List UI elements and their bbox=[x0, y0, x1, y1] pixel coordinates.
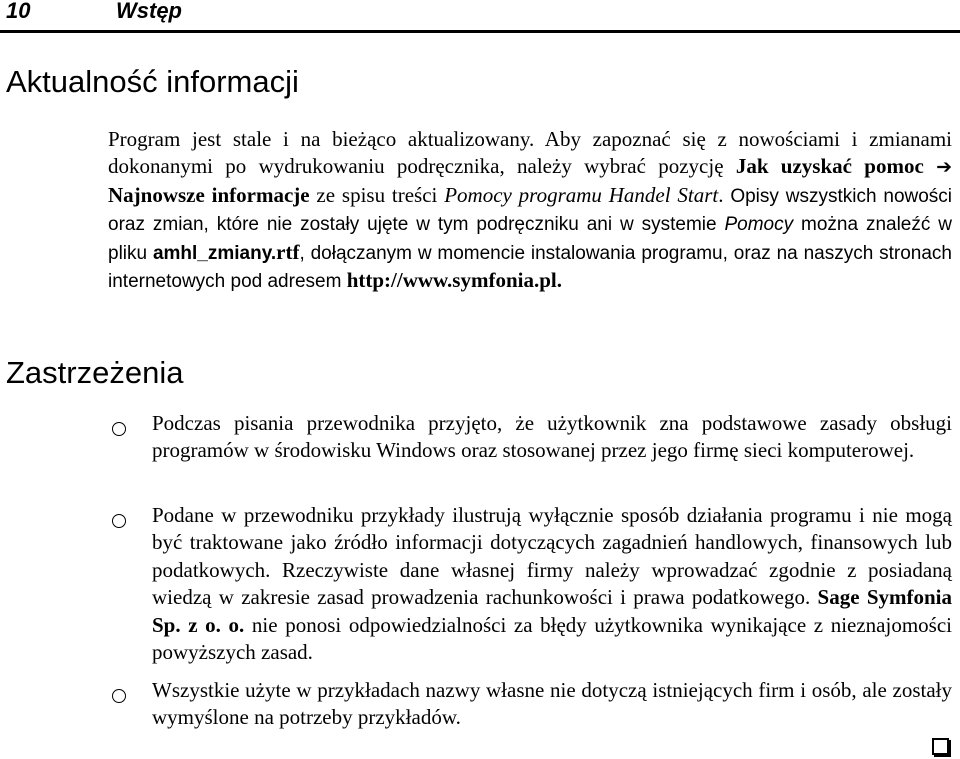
menu-path-latest: Najnowsze informacje bbox=[108, 182, 310, 207]
intro-text-2: ze spisu treści bbox=[309, 182, 445, 207]
intro-text-6: , dołączanym w momencie instalowania programu, oraz na naszych stronach internetowych pod adresem bbox=[108, 242, 952, 293]
intro-text-3: . bbox=[718, 182, 731, 207]
intro-text-4: Opisy wszystkich nowości oraz zmian, które nie zostały ujęte w tym podręczniku ani w systemie bbox=[108, 185, 953, 236]
running-header bbox=[0, 0, 960, 33]
square-end-icon bbox=[932, 738, 949, 755]
bullet-text-2b: nie ponosi odpowiedzialności za błędy użytkownika wynikające z nieznajomości powyższych zasad. bbox=[152, 612, 952, 665]
page-number: 10 bbox=[6, 0, 31, 23]
bullet-text-3: Wszystkie użyte w przykładach nazwy własne nie dotyczą istniejących firm i osób, ale zostały wymyślone na potrzeby przykładów. bbox=[152, 678, 952, 730]
company-name: Sage Symfonia Sp. z o. o. bbox=[152, 585, 952, 637]
arrow-right-icon: ➔ bbox=[936, 156, 953, 179]
bullet-text-2 bbox=[152, 502, 952, 666]
intro-text-5: można znaleźć w pliku bbox=[108, 214, 952, 264]
menu-path-help: Jak uzyskać pomoc bbox=[735, 154, 924, 179]
circle-bullet-icon bbox=[112, 422, 126, 436]
bullet-text-1: Podczas pisania przewodnika przyjęto, że użytkownik zna podstawowe zasady obsługi programów w środowisku Windows oraz stosowanej przez jego firmę sieci komputerowej. bbox=[152, 411, 952, 463]
section-heading-disclaimers: Zastrzeżenia bbox=[6, 355, 184, 390]
file-extension: rtf bbox=[276, 239, 300, 264]
circle-bullet-icon bbox=[112, 514, 126, 528]
website-link[interactable]: http://www.symfonia.pl. bbox=[346, 268, 562, 293]
updates-paragraph bbox=[108, 126, 952, 295]
file-name: amhl_zmiany. bbox=[152, 242, 277, 264]
section-heading-updates: Aktualność informacji bbox=[6, 64, 299, 99]
intro-text: Program jest stale i na bieżąco aktualizowany. Aby zapoznać się z nowościami i zmianami dokonanymi po wydrukowaniu podręcznika, należy wybrać pozycję bbox=[108, 127, 952, 179]
help-title: Pomocy programu Handel Start bbox=[444, 182, 719, 207]
circle-bullet-icon bbox=[112, 689, 126, 703]
bullet-text-2a: Podane w przewodniku przykłady ilustrują wyłącznie sposób działania programu i nie mogą być traktowane jako źródło informacji dotyczących zagadnień handlowych, finansowych lub podatkowych. Rzeczywiste dane własnej firmy należy wprowadzać zgodnie z posiadaną wiedzą w zakresie zasad prowadzenia rachunkowości i prawa podatkowego. bbox=[152, 503, 952, 610]
help-word: Pomocy bbox=[724, 214, 794, 236]
chapter-title: Wstęp bbox=[116, 0, 182, 23]
